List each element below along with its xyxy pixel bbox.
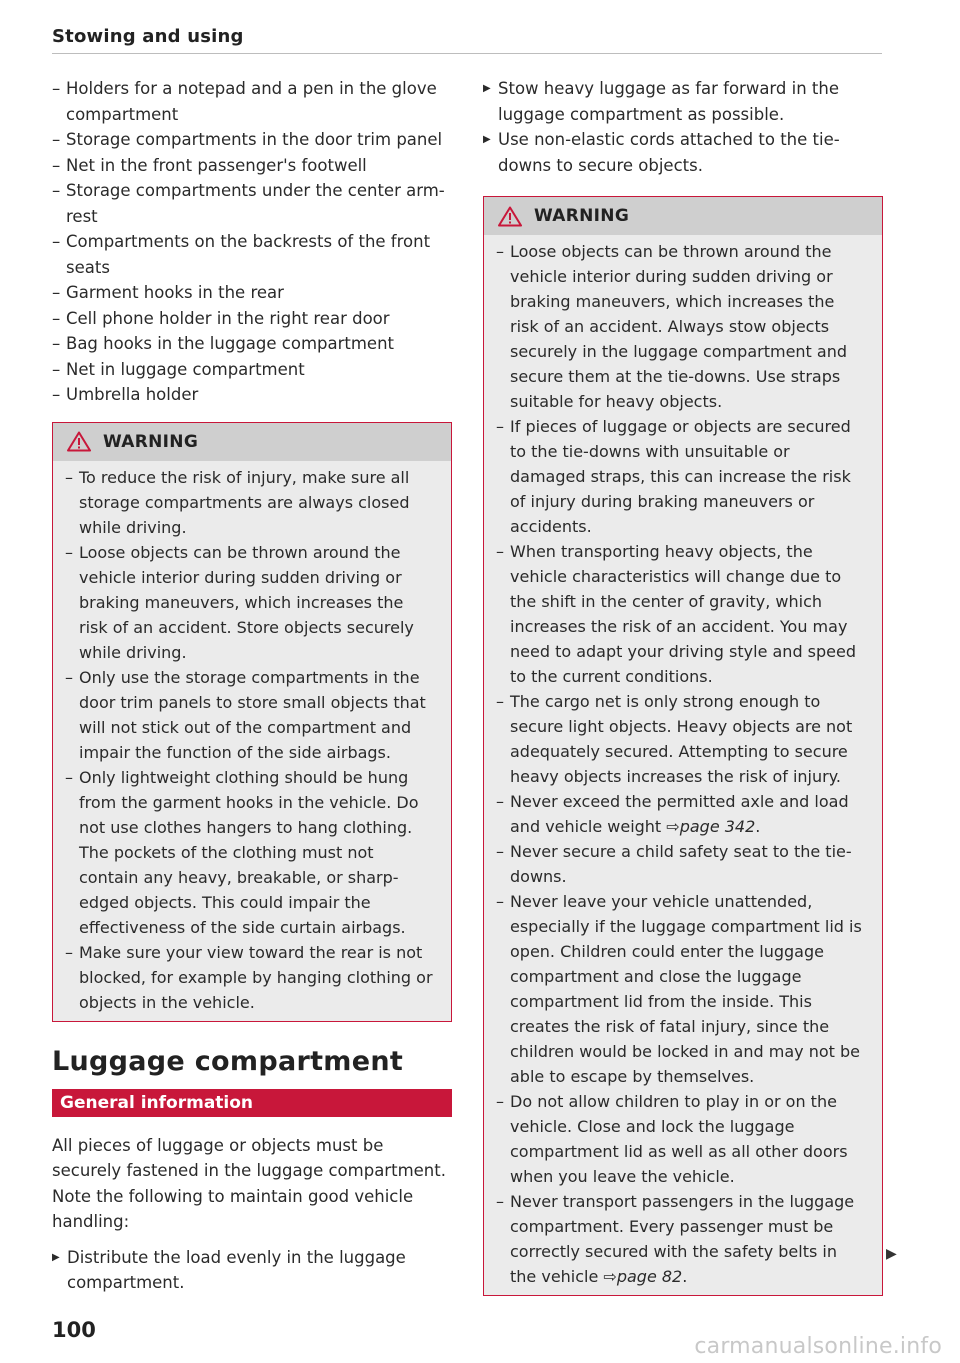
page-ref-arrow-icon: ⇨ <box>666 817 680 836</box>
step-list-continued <box>483 76 883 178</box>
warning-item: – Never leave your vehicle unattended, especially if the luggage compartment lid is open. Children could enter the luggage compartment and close the luggage compartment lid from the inside. This creates the risk of fatal injury, since the children would be locked in and may not be able to escape by themselves. <box>496 889 868 1089</box>
page-ref-arrow-icon: ⇨ <box>603 1267 617 1286</box>
warning-item-passenger: – Never transport passengers in the luggage compartment. Every passenger must be correctly secured with the safety belts in the vehicle ⇨page 82. <box>496 1189 868 1289</box>
step-list <box>52 1245 452 1296</box>
warning-list <box>53 461 451 1021</box>
warning-triangle-icon <box>67 431 91 452</box>
warning-item: – Do not allow children to play in or on the vehicle. Close and lock the luggage compartment lid as well as all other doors when you leave the vehicle. <box>496 1089 868 1189</box>
warning-item: – Only use the storage compartments in the door trim panels to store small objects that will not stick out of the compartment and impair the function of the side airbags. <box>65 665 437 765</box>
warning-triangle-icon <box>498 206 522 227</box>
warning-title: WARNING <box>103 431 199 452</box>
step-item: ▶ Use non-elastic cords attached to the tie-downs to secure objects. <box>483 127 883 178</box>
step-item: ▶ Distribute the load evenly in the luggage compartment. <box>52 1245 452 1296</box>
warning-item: – Only lightweight clothing should be hung from the garment hooks in the vehicle. Do not use clothes hangers to hang clothing. The pockets of the clothing must not contain any heavy, breakable, or sharp-edged objects. This could impair the effectiveness of the side curtain airbags. <box>65 765 437 940</box>
warning-header <box>53 423 451 461</box>
list-item: – Holders for a notepad and a pen in the glove compartment <box>52 76 452 127</box>
warning-item: – If pieces of luggage or objects are secured to the tie-downs with unsuitable or damaged straps, this can increase the risk of injury during braking maneuvers or accidents. <box>496 414 868 539</box>
warning-item: – Never secure a child safety seat to the tie-downs. <box>496 839 868 889</box>
page-reference-link[interactable]: page 342 <box>679 817 756 836</box>
warning-item-text: Never exceed the permitted axle and load and vehicle weight <box>510 792 849 836</box>
warning-list <box>484 235 882 1295</box>
section-title: Luggage compartment <box>52 1045 404 1077</box>
subsection-title: General information <box>52 1089 452 1117</box>
warning-box-luggage <box>483 196 883 1296</box>
list-item: – Bag hooks in the luggage compartment <box>52 331 452 357</box>
page-reference-link[interactable]: page 82 <box>616 1267 683 1286</box>
step-item: ▶ Stow heavy luggage as far forward in the luggage compartment as possible. <box>483 76 883 127</box>
warning-title: WARNING <box>534 206 630 226</box>
warning-item-axle: – Never exceed the permitted axle and load and vehicle weight ⇨page 342. <box>496 789 868 839</box>
warning-item: – Loose objects can be thrown around the vehicle interior during sudden driving or braking maneuvers, which increases the risk of an accident. Store objects securely while driving. <box>65 540 437 665</box>
list-item: – Storage compartments in the door trim panel <box>52 127 452 153</box>
page-header <box>52 26 882 54</box>
warning-box-storage <box>52 422 452 1022</box>
header-title: Stowing and using <box>52 26 244 47</box>
warning-item: – Loose objects can be thrown around the vehicle interior during sudden driving or braking maneuvers, which increases the risk of an accident. Always stow objects securely in the luggage compartment and secure them at the tie-downs. Use straps suitable for heavy objects. <box>496 239 868 414</box>
right-column <box>483 76 883 1296</box>
list-item: – Storage compartments under the center arm-rest <box>52 178 452 229</box>
list-item: – Umbrella holder <box>52 382 452 408</box>
intro-paragraph: All pieces of luggage or objects must be securely fastened in the luggage compartment. Note the following to maintain good vehicle handling: <box>52 1135 446 1231</box>
left-column <box>52 76 452 1296</box>
list-item: – Cell phone holder in the right rear door <box>52 306 452 332</box>
warning-item: – Make sure your view toward the rear is not blocked, for example by hanging clothing or objects in the vehicle. <box>65 940 437 1015</box>
warning-item-text: Never transport passengers in the luggage compartment. Every passenger must be correctly secured with the safety belts in the vehicle <box>510 1192 855 1286</box>
list-item: – Net in luggage compartment <box>52 357 452 383</box>
watermark: carmanualsonline.info <box>694 1334 942 1359</box>
list-item: – Garment hooks in the rear <box>52 280 452 306</box>
list-item: – Compartments on the backrests of the front seats <box>52 229 452 280</box>
storage-list <box>52 76 452 408</box>
page-number: 100 <box>52 1318 96 1342</box>
warning-item: – To reduce the risk of injury, make sure all storage compartments are always closed while driving. <box>65 465 437 540</box>
warning-header <box>484 197 882 235</box>
warning-item: – The cargo net is only strong enough to secure light objects. Heavy objects are not adequately secured. Attempting to secure heavy objects increases the risk of injury. <box>496 689 868 789</box>
list-item: – Net in the front passenger's footwell <box>52 153 452 179</box>
warning-item: – When transporting heavy objects, the vehicle characteristics will change due to the shift in the center of gravity, which increases the risk of an accident. You may need to adapt your driving style and speed to the current conditions. <box>496 539 868 689</box>
continue-arrow-icon: ▶ <box>886 1246 897 1262</box>
